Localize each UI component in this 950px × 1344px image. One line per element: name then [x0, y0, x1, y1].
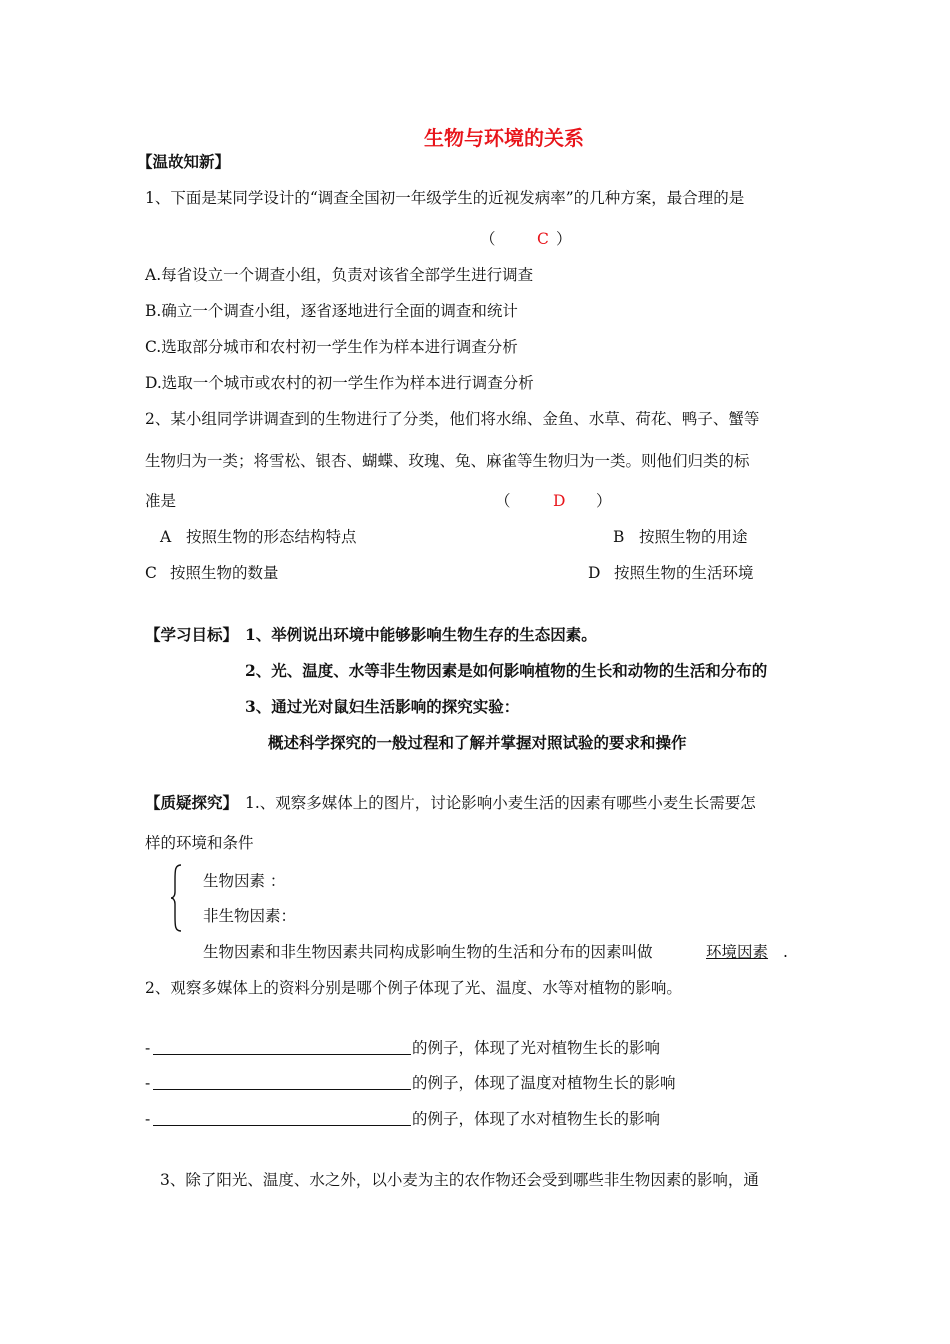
q1-stem: 1、下面是某同学设计的“调查全国初一年级学生的近视发病率”的几种方案，最合理的是 [145, 189, 745, 207]
q2-option-d-text: 按照生物的生活环境 [614, 564, 754, 582]
q1-option-b: B.确立一个调查小组，逐省逐地进行全面的调查和统计 [145, 302, 518, 320]
q2-answer: D [553, 492, 566, 510]
summary-text: 生物因素和非生物因素共同构成影响生物的生活和分布的因素叫做 [203, 943, 653, 961]
page-title: 生物与环境的关系 [424, 126, 584, 150]
q2-paren-close: ） [596, 492, 612, 510]
q2-option-b-text: 按照生物的用途 [639, 528, 748, 546]
q1-paren-open: （ [480, 230, 496, 248]
answer-blank-water[interactable] [153, 1125, 411, 1126]
q2-option-c-text: 按照生物的数量 [170, 564, 279, 582]
q2-option-a-letter: A [160, 528, 172, 546]
q2-paren-open: （ [495, 492, 511, 510]
q2-line2: 生物归为一类；将雪松、银杏、蝴蝶、玫瑰、兔、麻雀等生物归为一类。则他们归类的标 [145, 452, 750, 470]
blank-suffix-water: 的例子，体现了水对植物生长的影响 [412, 1110, 661, 1128]
q1-option-c: C.选取部分城市和农村初一学生作为样本进行调查分析 [145, 338, 518, 356]
left-brace-icon [170, 864, 182, 932]
q2-line3: 准是 [145, 492, 177, 510]
q1-option-a: A.每省设立一个调查小组，负责对该省全部学生进行调查 [145, 266, 534, 284]
abiotic-factors-label: 非生物因素： [203, 907, 297, 925]
inquiry-q3: 3、除了阳光、温度、水之外，以小麦为主的农作物还会受到哪些非生物因素的影响，通 [160, 1171, 759, 1189]
objectives-heading: 【学习目标】 [145, 625, 239, 644]
inquiry-q2: 2、观察多媒体上的资料分别是哪个例子体现了光、温度、水等对植物的影响。 [145, 979, 682, 997]
summary-end: . [783, 943, 788, 961]
q2-line1: 2、某小组同学讲调查到的生物进行了分类，他们将水绵、金鱼、水草、荷花、鸭子、蟹等 [145, 410, 760, 428]
objective-1: 1、举例说出环境中能够影响生物生存的生态因素。 [245, 625, 597, 644]
q2-option-b-letter: B [613, 528, 625, 546]
blank-prefix: - [145, 1110, 151, 1128]
q2-option-d-letter: D [588, 564, 601, 582]
q1-paren-close: ） [556, 230, 572, 248]
blank-suffix-light: 的例子，体现了光对植物生长的影响 [412, 1039, 661, 1057]
q2-option-a-text: 按照生物的形态结构特点 [186, 528, 357, 546]
inquiry-q1-line1: 1.、观察多媒体上的图片，讨论影响小麦生活的因素有哪些小麦生长需要怎 [245, 794, 756, 812]
inquiry-q1-line2: 样的环境和条件 [145, 834, 254, 852]
q1-answer: C [537, 230, 549, 248]
objective-3: 3、通过光对鼠妇生活影响的探究实验： [245, 697, 520, 716]
biotic-factors-label: 生物因素 ： [203, 872, 286, 890]
objective-2: 2、光、温度、水等非生物因素是如何影响植物的生长和动物的生活和分布的 [245, 661, 768, 680]
objective-3-detail: 概述科学探究的一般过程和了解并掌握对照试验的要求和操作 [268, 733, 687, 752]
review-heading: 【温故知新】 [137, 152, 231, 171]
q1-option-d: D.选取一个城市或农村的初一学生作为样本进行调查分析 [145, 374, 534, 392]
answer-blank-temperature[interactable] [153, 1089, 411, 1090]
inquiry-heading: 【质疑探究】 [145, 793, 239, 812]
blank-prefix: - [145, 1074, 151, 1092]
answer-blank-light[interactable] [153, 1054, 411, 1055]
blank-prefix: - [145, 1039, 151, 1057]
blank-suffix-temperature: 的例子，体现了温度对植物生长的影响 [412, 1074, 676, 1092]
q2-option-c-letter: C [145, 564, 157, 582]
summary-answer: 环境因素 [706, 943, 769, 961]
